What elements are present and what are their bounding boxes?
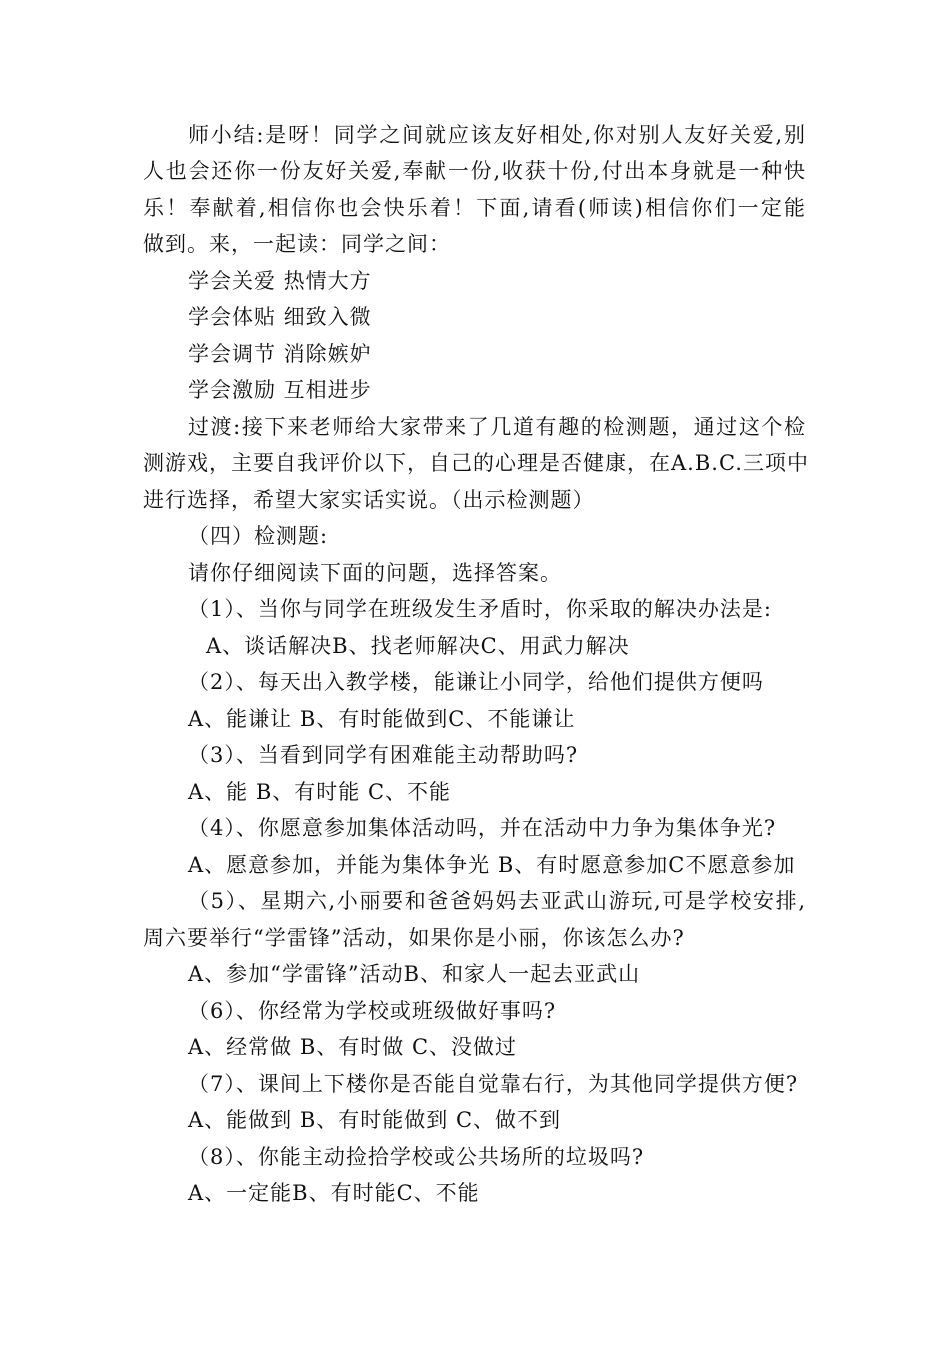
answer-4: A、愿意参加，并能为集体争光 B、有时愿意参加C不愿意参加 — [188, 853, 796, 877]
question-2: （2）、每天出入教学楼，能谦让小同学，给他们提供方便吗 — [188, 670, 764, 694]
answer-1: A、谈话解决B、找老师解决C、用武力解决 — [206, 634, 630, 658]
answer-7: A、能做到 B、有时能做到 C、做不到 — [188, 1108, 562, 1132]
instruction: 请你仔细阅读下面的问题，选择答案。 — [188, 561, 562, 585]
slogan-4: 学会激励 互相进步 — [188, 378, 372, 402]
answer-6: A、经常做 B、有时做 C、没做过 — [188, 1035, 518, 1059]
section-heading: （四）检测题: — [188, 524, 329, 548]
answer-8: A、一定能B、有时能C、不能 — [188, 1181, 480, 1205]
summary-line-1: 师小结:是呀！同学之间就应该友好相处,你对别人友好关爱,别 — [188, 123, 806, 147]
answer-5: A、参加“学雷锋”活动B、和家人一起去亚武山 — [188, 962, 641, 986]
transition-line-1: 过渡:接下来老师给大家带来了几道有趣的检测题，通过这个检 — [188, 415, 806, 439]
question-6: （6）、你经常为学校或班级做好事吗? — [188, 999, 557, 1023]
question-1: （1）、当你与同学在班级发生矛盾时，你采取的解决办法是: — [188, 597, 772, 621]
slogan-1: 学会关爱 热情大方 — [188, 269, 372, 293]
slogan-2: 学会体贴 细致入微 — [188, 305, 372, 329]
summary-line-3: 乐！奉献着,相信你也会快乐着！下面,请看(师读)相信你们一定能 — [143, 196, 806, 220]
question-7: （7）、课间上下楼你是否能自觉靠右行，为其他同学提供方便? — [188, 1072, 799, 1096]
transition-line-2: 测游戏，主要自我评价以下，自己的心理是否健康，在A.B.C.三项中 — [143, 451, 809, 475]
question-8: （8）、你能主动捡拾学校或公共场所的垃圾吗? — [188, 1145, 645, 1169]
question-3: （3）、当看到同学有困难能主动帮助吗? — [188, 743, 579, 767]
question-5-line-1: （5）、星期六,小丽要和爸爸妈妈去亚武山游玩,可是学校安排, — [188, 889, 806, 913]
summary-line-2: 人也会还你一份友好关爱,奉献一份,收获十份,付出本身就是一种快 — [143, 159, 806, 183]
question-5-line-2: 周六要举行“学雷锋”活动，如果你是小丽，你该怎么办? — [143, 926, 685, 950]
answer-2: A、能谦让 B、有时能做到C、不能谦让 — [188, 707, 576, 731]
answer-3: A、能 B、有时能 C、不能 — [188, 780, 452, 804]
transition-line-3: 进行选择，希望大家实话实说。（出示检测题） — [143, 488, 595, 512]
question-4: （4）、你愿意参加集体活动吗，并在活动中力争为集体争光? — [188, 816, 777, 840]
summary-line-4: 做到。来，一起读：同学之间： — [143, 232, 451, 256]
slogan-3: 学会调节 消除嫉妒 — [188, 342, 372, 366]
